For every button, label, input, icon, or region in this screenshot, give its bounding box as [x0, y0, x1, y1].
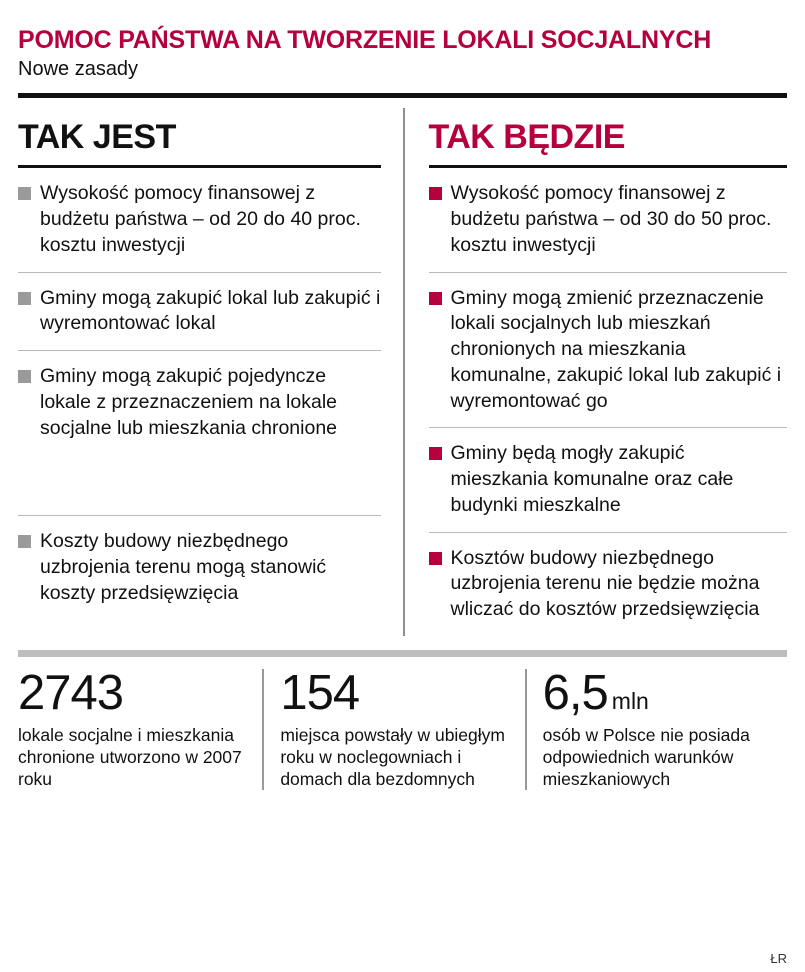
column-item-list: [429, 168, 788, 635]
stat-block: [525, 665, 787, 791]
square-bullet-icon: [429, 292, 442, 305]
list-item: [18, 516, 381, 619]
stat-number: [18, 665, 246, 720]
list-item: [18, 273, 381, 351]
stat-number: [542, 665, 771, 720]
list-item-text: Gminy mogą zakupić pojedyncze lokale z przeznaczeniem na lokale socjalne lub mieszkania chronione: [40, 365, 338, 439]
square-bullet-icon: [18, 292, 31, 305]
list-item: [429, 168, 788, 272]
list-item: [429, 428, 788, 532]
stat-description: miejsca powstały w ubiegłym roku w noclegowniach i domach dla bezdomnych: [280, 724, 505, 790]
column-heading: TAK JEST: [18, 117, 176, 156]
list-item: [429, 533, 788, 636]
stat-block: [18, 665, 262, 791]
stat-number: [280, 665, 508, 720]
stat-number-value: 2743: [18, 665, 124, 720]
square-bullet-icon: [429, 447, 442, 460]
list-item-text: Gminy mogą zakupić lokal lub zakupić i wyremontować lokal: [40, 286, 381, 335]
page-subtitle: Nowe zasady: [18, 57, 139, 80]
column-tak-jest: [18, 108, 403, 636]
header-divider: [18, 93, 787, 98]
stat-description: osób w Polsce nie posiada odpowiednich warunków mieszkaniowych: [542, 724, 750, 790]
list-item-text: Gminy będą mogły zakupić mieszkania komunalne oraz całe budynki mieszkalne: [450, 442, 734, 516]
square-bullet-icon: [429, 552, 442, 565]
list-item-text: Kosztów budowy niezbędnego uzbrojenia terenu nie będzie można wliczać do kosztów przedsięwzięcia: [450, 546, 760, 620]
square-bullet-icon: [18, 535, 31, 548]
comparison-columns: [18, 108, 787, 636]
list-item: [18, 351, 381, 516]
header: [18, 26, 787, 81]
credit-initials: ŁR: [770, 951, 787, 966]
list-item: [429, 273, 788, 429]
stats-row: [18, 665, 787, 791]
square-bullet-icon: [429, 187, 442, 200]
footer-divider: [18, 650, 787, 657]
stat-number-value: 154: [280, 665, 360, 720]
stat-number-value: 6,5: [542, 665, 608, 720]
stat-description: lokale socjalne i mieszkania chronione utworzono w 2007 roku: [18, 724, 242, 790]
list-item-text: Gminy mogą zmienić przeznaczenie lokali socjalnych lub mieszkań chronionych na mieszkania komunalne, zakupić lokal lub zakupić i wyremontować go: [450, 286, 782, 412]
stat-unit: mln: [611, 687, 649, 714]
page-title: POMOC PAŃSTWA NA TWORZENIE LOKALI SOCJALNYCH: [18, 26, 712, 54]
stat-block: [262, 665, 524, 791]
list-item: [18, 168, 381, 272]
list-item-text: Wysokość pomocy finansowej z budżetu państwa – od 30 do 50 proc. kosztu inwestycji: [450, 182, 772, 256]
column-tak-bedzie: [403, 108, 788, 636]
column-heading: TAK BĘDZIE: [428, 117, 625, 156]
list-item-text: Wysokość pomocy finansowej z budżetu państwa – od 20 do 40 proc. kosztu inwestycji: [40, 182, 361, 256]
column-item-list: [18, 168, 381, 619]
list-item-text: Koszty budowy niezbędnego uzbrojenia terenu mogą stanowić koszty przedsięwzięcia: [40, 530, 327, 604]
square-bullet-icon: [18, 370, 31, 383]
square-bullet-icon: [18, 187, 31, 200]
